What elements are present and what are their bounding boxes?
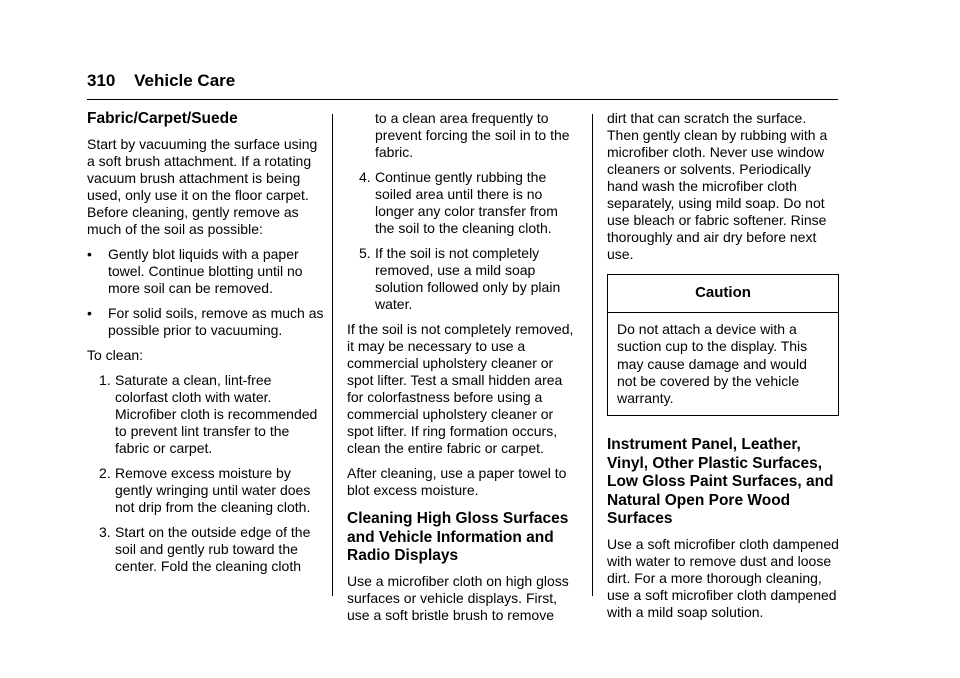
- column-3: [607, 110, 839, 629]
- caution-box: [607, 274, 839, 416]
- step-text: If the soil is not completely removed, use a mild soap solution followed only by plain water.: [375, 245, 561, 312]
- caution-title: Caution: [608, 275, 838, 313]
- column-2: [347, 110, 579, 632]
- paragraph: Use a soft microfiber cloth dampened with water to remove dust and loose dirt. For a more thorough cleaning, use a soft microfiber cloth dampened with a mild soap solution.: [607, 535, 839, 620]
- numbered-step: [347, 245, 579, 313]
- page-number: 310: [87, 71, 116, 90]
- step-number: 4.: [359, 169, 371, 185]
- numbered-step: [347, 169, 579, 237]
- column-divider-2: [592, 114, 593, 596]
- bullet-item: [87, 305, 327, 339]
- bullet-text: For solid soils, remove as much as possible prior to vacuuming.: [108, 304, 324, 338]
- column-1: [87, 110, 327, 583]
- to-clean-label: To clean:: [87, 346, 144, 363]
- caution-body: Do not attach a device with a suction cup to the display. This may cause damage and would not be covered by the vehicle warranty.: [617, 321, 808, 407]
- column-divider-1: [332, 114, 333, 596]
- numbered-step: [87, 524, 327, 575]
- paragraph: If the soil is not completely removed, it may be necessary to use a commercial upholstery cleaner or spot lifter. Test a small hidden area for colorfastness before using a commercial upholstery cleaner or spot lifter. If ring formation occurs, clean the entire fabric or carpet.: [347, 321, 574, 456]
- bullet-marker: •: [87, 304, 92, 321]
- bullet-item: [87, 246, 327, 297]
- numbered-step: [87, 465, 327, 516]
- step-number: 5.: [359, 245, 371, 261]
- step-number: 2.: [99, 464, 111, 481]
- header-rule: [87, 99, 838, 100]
- step-text: Start on the outside edge of the soil and gently rub toward the center. Fold the cleaning cloth: [115, 523, 311, 574]
- step-text: Remove excess moisture by gently wringing until water does not drip from the cleaning cloth.: [115, 464, 311, 515]
- step-text: Continue gently rubbing the soiled area until there is no longer any color transfer from the soil to the cleaning cloth.: [375, 169, 558, 236]
- bullet-marker: •: [87, 245, 92, 262]
- paragraph: After cleaning, use a paper towel to blot excess moisture.: [347, 465, 567, 498]
- paragraph: Use a microfiber cloth on high gloss surfaces or vehicle displays. First, use a soft bristle brush to remove: [347, 572, 569, 623]
- step-text: Saturate a clean, lint-free colorfast cloth with water. Microfiber cloth is recommended to prevent lint transfer to the fabric or carpet.: [115, 371, 318, 456]
- paragraph: Start by vacuuming the surface using a soft brush attachment. If a rotating vacuum brush attachment is being used, only use it on the floor carpet. Before cleaning, gently remove as much of the soil as possible:: [87, 135, 318, 237]
- page-header: [87, 70, 235, 92]
- heading-high-gloss-surfaces: Cleaning High Gloss Surfaces and Vehicle Information and Radio Displays: [347, 510, 569, 564]
- heading-fabric-carpet-suede: Fabric/Carpet/Suede: [87, 110, 238, 127]
- paragraph: dirt that can scratch the surface. Then gently clean by rubbing with a microfiber cloth. Never use window cleaners or solvents. Periodically hand wash the microfiber cloth separately, using mild soap. Do not use bleach or fabric softener. Rinse thoroughly and air dry before next use.: [607, 110, 828, 262]
- step-number: 3.: [99, 523, 111, 540]
- numbered-step: [87, 372, 327, 457]
- bullet-text: Gently blot liquids with a paper towel. Continue blotting until no more soil can be removed.: [108, 245, 303, 296]
- step-number: 1.: [99, 371, 111, 388]
- heading-instrument-panel: Instrument Panel, Leather, Vinyl, Other Plastic Surfaces, Low Gloss Paint Surfaces, and Natural Open Pore Wood Surfaces: [607, 436, 834, 528]
- section-title: Vehicle Care: [134, 71, 236, 90]
- step-continued-text: to a clean area frequently to prevent forcing the soil in to the fabric.: [375, 110, 570, 160]
